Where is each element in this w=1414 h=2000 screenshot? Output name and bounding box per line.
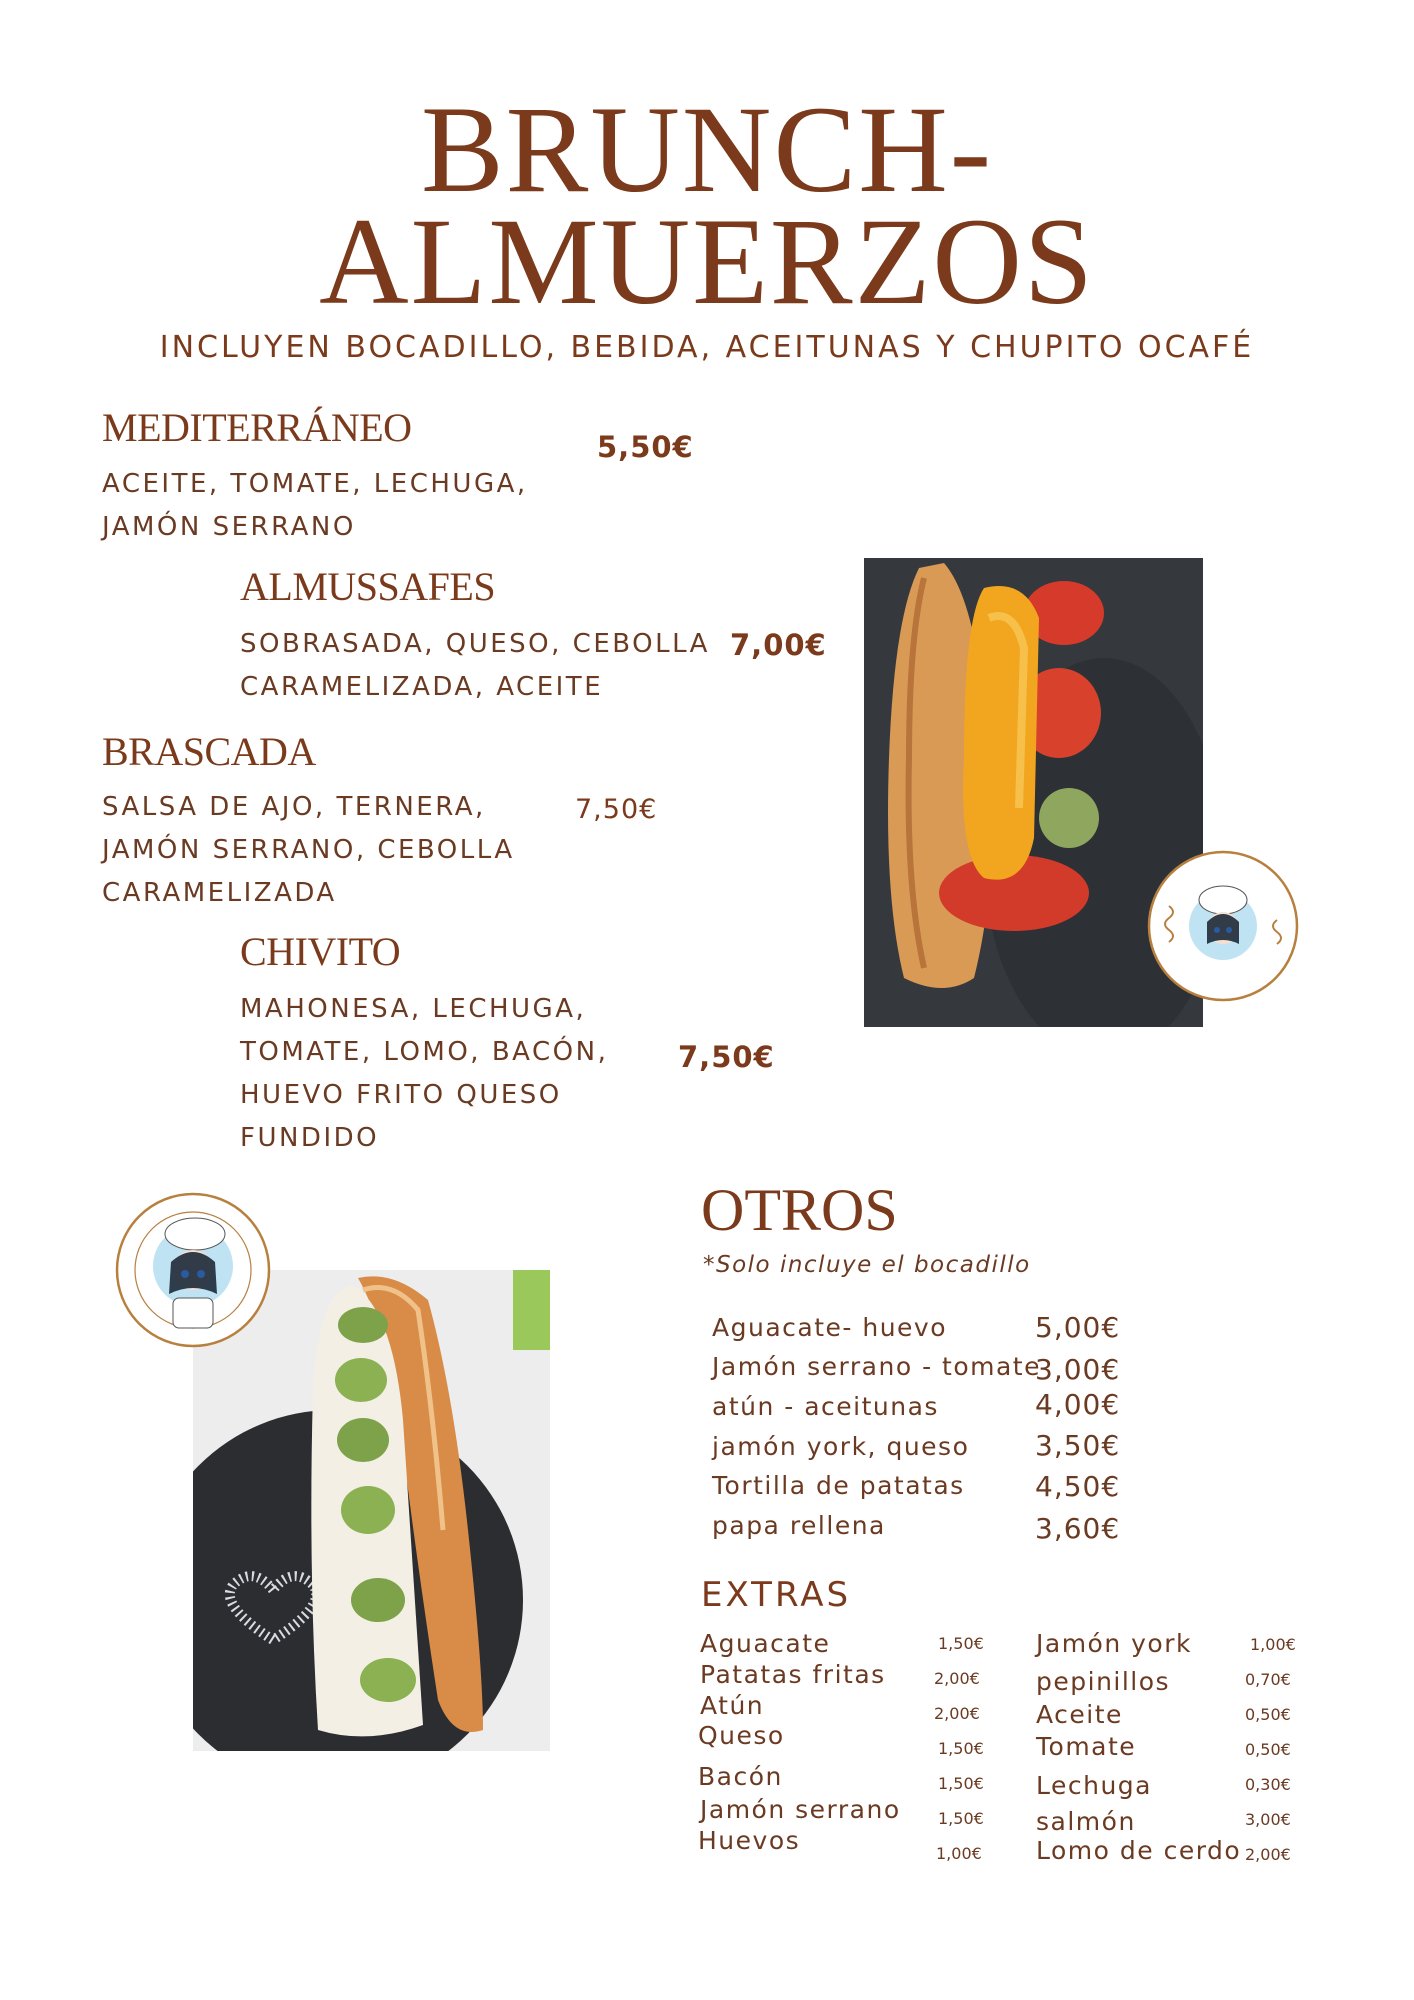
extras-title: EXTRAS — [701, 1575, 852, 1615]
desc-line: CARAMELIZADA — [102, 878, 337, 908]
extra-item-price: 1,00€ — [1250, 1635, 1296, 1654]
extra-item-price: 3,00€ — [1245, 1810, 1291, 1829]
otros-item-price: 5,00€ — [1035, 1311, 1121, 1344]
otros-item-price: 4,00€ — [1035, 1388, 1121, 1421]
otros-title: OTROS — [701, 1177, 898, 1243]
desc-line: JAMÓN SERRANO — [102, 512, 356, 542]
title-line-2: ALMUERZOS — [319, 193, 1095, 330]
desc-line: SALSA DE AJO, TERNERA, — [102, 792, 486, 822]
otros-item-price: 4,50€ — [1035, 1470, 1121, 1503]
title-line-1: BRUNCH- — [420, 81, 994, 218]
extra-item-price: 1,50€ — [938, 1634, 984, 1653]
otros-item-name: Tortilla de patatas — [712, 1471, 965, 1500]
extra-item-price: 1,50€ — [938, 1739, 984, 1758]
otros-item-name: atún - aceitunas — [712, 1392, 939, 1421]
extra-item-name: Atún — [700, 1691, 765, 1720]
extra-item-price: 2,00€ — [934, 1669, 980, 1688]
otros-item-price: 3,00€ — [1035, 1353, 1121, 1386]
desc-line: JAMÓN SERRANO, CEBOLLA — [102, 835, 515, 865]
extra-item-name: salmón — [1036, 1807, 1136, 1836]
item-name-almussafes: ALMUSSAFES — [240, 564, 496, 609]
chef-logo-badge-left — [113, 1190, 273, 1350]
otros-item-name: jamón york, queso — [712, 1432, 970, 1461]
extra-item-price: 0,50€ — [1245, 1740, 1291, 1759]
extra-item-name: Lomo de cerdo — [1036, 1836, 1242, 1865]
extra-item-name: Patatas fritas — [700, 1660, 886, 1689]
extra-item-name: Huevos — [698, 1826, 801, 1855]
otros-item-name: Aguacate- huevo — [712, 1313, 948, 1342]
desc-line: ACEITE, TOMATE, LECHUGA, — [102, 469, 528, 499]
item-price-almussafes: 7,00€ — [730, 628, 827, 662]
item-price-chivito: 7,50€ — [678, 1040, 775, 1074]
item-name-mediterraneo: MEDITERRÁNEO — [102, 405, 412, 450]
extra-item-name: Aguacate — [700, 1629, 831, 1658]
item-desc-almussafes — [240, 623, 710, 709]
extra-item-price: 0,70€ — [1245, 1670, 1291, 1689]
item-desc-mediterraneo — [102, 463, 528, 549]
item-desc-brascada — [102, 786, 515, 915]
extra-item-name: Lechuga — [1036, 1771, 1152, 1800]
item-price-mediterraneo: 5,50€ — [597, 430, 694, 464]
otros-item-name: papa rellena — [712, 1511, 886, 1540]
desc-line: TOMATE, LOMO, BACÓN, — [240, 1037, 609, 1067]
item-price-brascada: 7,50€ — [575, 794, 658, 825]
extra-item-name: Bacón — [698, 1762, 783, 1791]
otros-note: *Solo incluye el bocadillo — [703, 1252, 1031, 1278]
otros-item-price: 3,60€ — [1035, 1512, 1121, 1545]
extra-item-price: 1,00€ — [936, 1844, 982, 1863]
desc-line: MAHONESA, LECHUGA, — [240, 994, 587, 1024]
otros-item-name: Jamón serrano - tomate — [712, 1352, 1041, 1381]
extra-item-name: pepinillos — [1036, 1667, 1171, 1696]
extra-item-price: 0,50€ — [1245, 1705, 1291, 1724]
extra-item-name: Tomate — [1036, 1732, 1137, 1761]
extra-item-price: 1,50€ — [938, 1774, 984, 1793]
item-desc-chivito — [240, 988, 608, 1160]
item-name-brascada: BRASCADA — [102, 729, 316, 774]
extra-item-name: Queso — [698, 1721, 785, 1750]
item-name-chivito: CHIVITO — [240, 929, 401, 974]
extra-item-name: Jamón serrano — [700, 1795, 901, 1824]
extra-item-name: Jamón york — [1036, 1629, 1192, 1658]
extra-item-price: 2,00€ — [1245, 1845, 1291, 1864]
page-title — [0, 81, 1414, 330]
desc-line: CARAMELIZADA, ACEITE — [240, 672, 604, 702]
desc-line: FUNDIDO — [240, 1123, 380, 1153]
extra-item-name: Aceite — [1036, 1700, 1123, 1729]
desc-line: HUEVO FRITO QUESO — [240, 1080, 562, 1110]
page-subtitle: INCLUYEN BOCADILLO, BEBIDA, ACEITUNAS Y CHUPITO OCAFÉ — [159, 330, 1255, 365]
desc-line: SOBRASADA, QUESO, CEBOLLA — [240, 629, 710, 659]
extra-item-price: 0,30€ — [1245, 1775, 1291, 1794]
extra-item-price: 2,00€ — [934, 1704, 980, 1723]
otros-item-price: 3,50€ — [1035, 1429, 1121, 1462]
chef-logo-badge — [1145, 848, 1301, 1004]
extra-item-price: 1,50€ — [938, 1809, 984, 1828]
